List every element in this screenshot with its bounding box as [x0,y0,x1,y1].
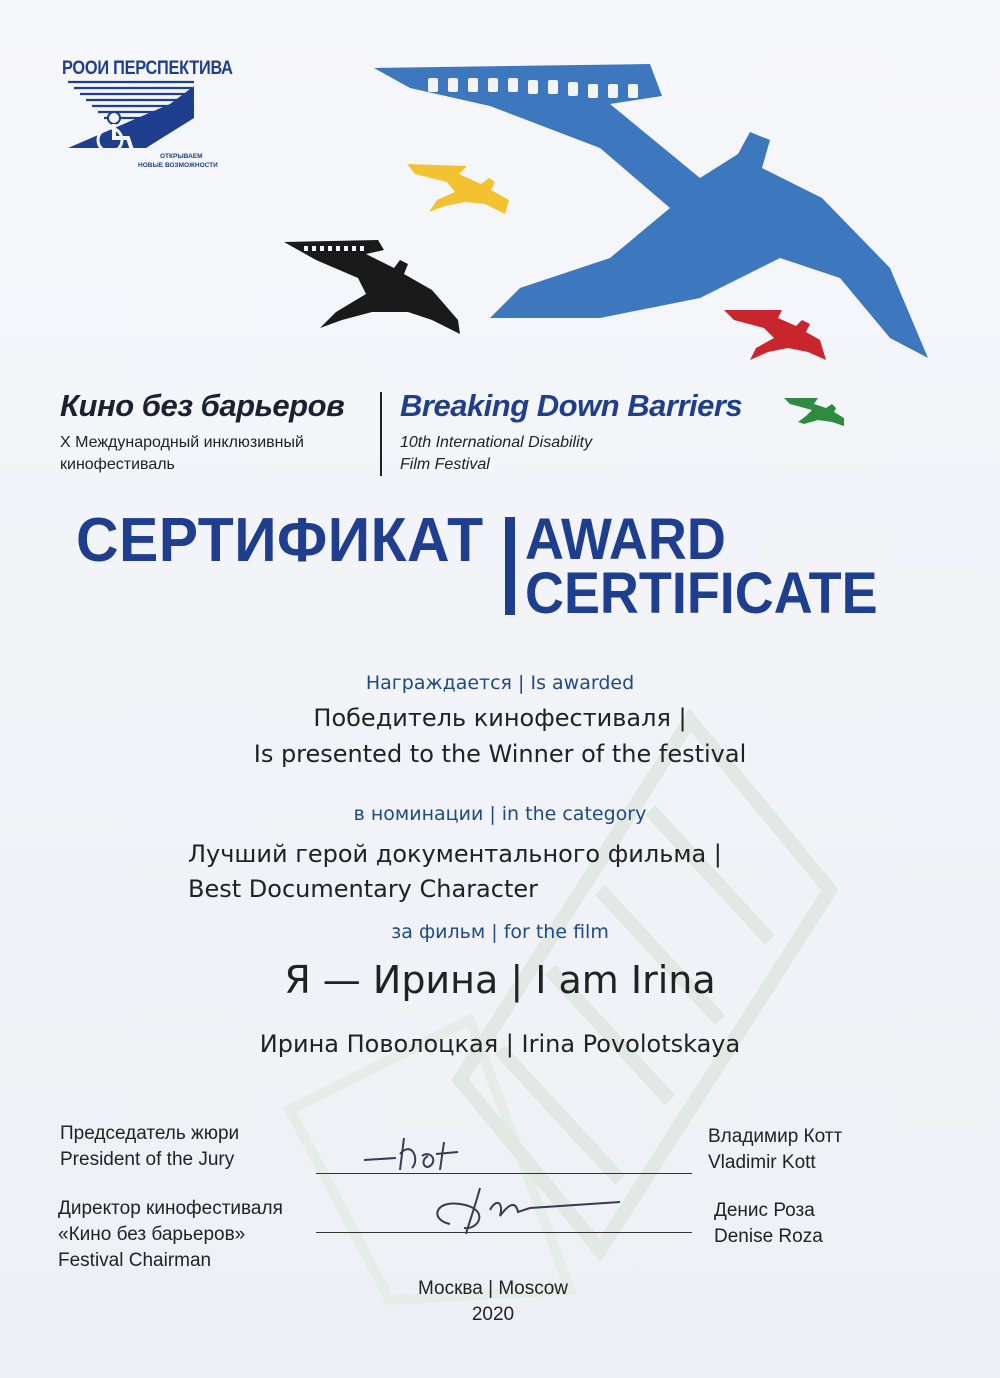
director-role [58,1196,283,1274]
festival-subtitle-ru-line2: кинофестиваль [60,456,175,473]
jury-role [60,1121,239,1173]
black-flying-figure-icon [282,238,464,336]
city: Москва | Moscow [417,1278,569,1299]
festival-subtitle-en-line2: Film Festival [400,456,490,473]
category-label: в номинации | in the category [353,803,647,825]
awarded-label: Награждается | Is awarded [365,672,635,694]
jury-name-ru: Владимир Котт [708,1126,843,1147]
director-role-ru2: «Кино без барьеров» [58,1224,246,1245]
festival-subtitle-en [400,432,592,476]
festival-title-en: Breaking Down Barriers [400,388,743,423]
certificate-title-en-line2: CERTIFICATE [525,561,878,626]
festival-title-ru: Кино без барьеров [60,388,345,423]
yellow-flying-figure-icon [405,160,513,218]
certificate-title-en-line1: AWARD [525,507,726,572]
jury-name [708,1124,842,1176]
director-name [714,1198,823,1250]
person-name: Ирина Поволоцкая | Irina Povolotskaya [259,1030,741,1058]
film-title: Я — Ирина | I am Irina [284,958,716,1002]
festival-subtitle-en-line1: 10th International Disability [400,434,593,451]
festival-subtitle-ru-line1: X Международный инклюзивный [60,434,304,451]
year: 2020 [471,1304,515,1325]
logo-title: РООИ ПЕРСПЕКТИВА [62,58,233,79]
director-role-ru: Директор кинофестиваля [58,1198,283,1219]
green-flying-figure-icon [782,394,846,428]
director-name-ru: Денис Роза [714,1200,815,1221]
director-name-en: Denise Roza [714,1226,823,1247]
certificate-title-divider [505,517,515,615]
film-label: за фильм | for the film [391,921,609,943]
festival-divider [380,392,382,476]
jury-name-en: Vladimir Kott [708,1152,816,1173]
logo-tagline-line1: ОТКРЫВАЕМ [160,153,203,160]
jury-role-ru: Председатель жюри [60,1123,240,1144]
festival-subtitle-ru [60,432,304,476]
director-role-en: Festival Chairman [58,1250,212,1271]
logo-tagline-line2: НОВЫЕ ВОЗМОЖНОСТИ [138,162,218,169]
jury-signature [360,1130,480,1176]
jury-role-en: President of the Jury [60,1149,235,1170]
certificate-title-ru: СЕРТИФИКАТ [76,506,484,575]
recipient-line2: Is presented to the Winner of the festival [253,740,747,768]
director-signature [420,1180,640,1238]
category-line2: Best Documentary Character [188,875,539,903]
recipient-line1: Победитель кинофестиваля | [313,704,687,732]
red-flying-figure-icon [722,306,828,364]
category-line1: Лучший герой документального фильма | [188,840,722,868]
